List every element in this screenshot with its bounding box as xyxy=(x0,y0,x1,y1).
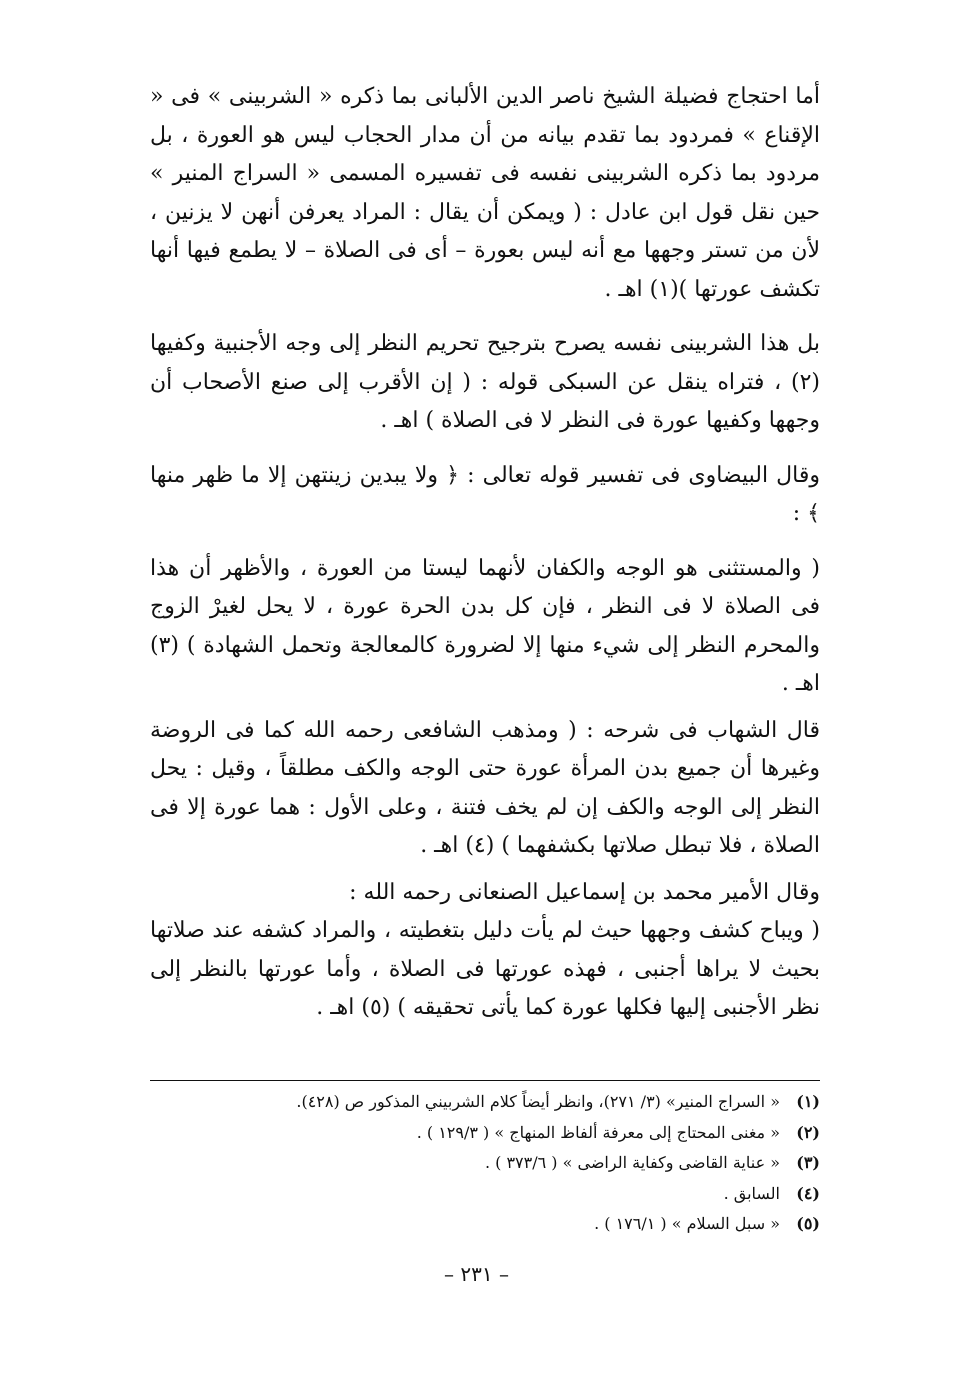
footnote-text: « مغنى المحتاج إلى معرفة ألفاظ المنهاج » ( ١٢٩/٣ ) . xyxy=(416,1122,780,1142)
page-number: – ٢٣١ – xyxy=(444,1262,509,1286)
paragraph-3: وقال البيضاوى فى تفسير قوله تعالى : ﴿ ولا يبدين زينتهن إلا ما ظهر منها ﴾ : xyxy=(150,462,820,526)
footnote-text: « سبل السلام » ( ١٧٦/١ ) . xyxy=(594,1214,780,1233)
footnote-item xyxy=(150,1179,820,1210)
paragraph-4: ( والمستثنى هو الوجه والكفان لأنهما ليستا من العورة ، والأظهر أن هذا فى الصلاة لا فى النظر ، فإن كل بدن الحرة عورة ، لا يحل لغيرْ الزوج والمحرم النظر إلى شيء منها إلا لضرورة كالمعالجة وتحمل الشهادة ) (٣) اهـ . xyxy=(150,555,820,696)
paragraph-5: قال الشهاب فى شرحه : ( ومذهب الشافعى رحمه الله كما فى الروضة وغيرها أن جميع بدن المرأة عورة حتى الوجه والكف مطلقاً ، وقيل : يحل النظر إلى الوجه والكف إن لم يخف فتنة ، وعلى الأول : هما عورة إلا فى الصلاة ، فلا تبطل صلاتها بكشفهما ) (٤) اهـ . xyxy=(150,717,820,858)
paragraph-6: وقال الأمير محمد بن إسماعيل الصنعانى رحمه الله : xyxy=(349,879,820,905)
footnote-text: « السراج المنير» (٣/ ٢٧١)، وانظر أيضاً كلام الشربيني المذكور ص (٤٢٨). xyxy=(296,1092,780,1111)
footnote-text: « عناية القاضى وكفاية الراضى » ( ٣٧٣/٦ ) . xyxy=(484,1153,780,1172)
footnote-number: (٢) xyxy=(796,1122,820,1142)
paragraph-2: بل هذا الشربينى نفسه يصرح بترجيح تحريم النظر إلى وجه الأجنبية وكفيها (٢) ، فتراه ينقل عن السبكى قوله : ( إن الأقرب إلى صنع الأصحاب أن وجهها وكفيها عورة فى النظر لا فى الصلاة ) اهـ . xyxy=(150,331,820,433)
footnote-item xyxy=(150,1148,820,1179)
footnote-number: (٣) xyxy=(796,1153,820,1172)
paragraph-1: أما احتجاج فضيلة الشيخ ناصر الدين الألبانى بما ذكره « الشربينى » فى « الإقناع » فمردود بما تقدم بيانه من أن مدار الحجاب ليس هو العورة ، بل مردود بما ذكره الشربينى نفسه فى تفسيره المسمى « السراج المنير » حين نقل قول ابن عادل : ( ويمكن أن يقال : المراد يعرفن أنهن لا يزنين ، لأن من تستر وجهها مع أنه ليس بعورة – أى فى الصلاة – لا يطمع فيها أنها تكشف عورتها )(١) اهـ . xyxy=(150,84,820,302)
footnote-item xyxy=(150,1209,820,1240)
footnote-number: (١) xyxy=(796,1092,820,1111)
footnote-number: (٤) xyxy=(796,1183,820,1203)
page-body xyxy=(150,78,820,1028)
footnote-number: (٥) xyxy=(796,1214,820,1233)
footnote-item xyxy=(150,1118,820,1149)
footnote-item xyxy=(150,1087,820,1118)
footnote-text: السابق . xyxy=(723,1183,780,1203)
paragraph-7: ( ويباح كشف وجهها حيث لم يأت دليل بتغطيته ، والمراد كشفه عند صلاتها بحيث لا يراها أجنبى ، فهذه عورتها فى الصلاة ، وأما عورتها بالنظر إلى نظر الأجنبى إليها فكلها عورة كما يأتى تحقيقه ) (٥) اهـ . xyxy=(150,918,820,1020)
footnotes xyxy=(150,1080,820,1240)
